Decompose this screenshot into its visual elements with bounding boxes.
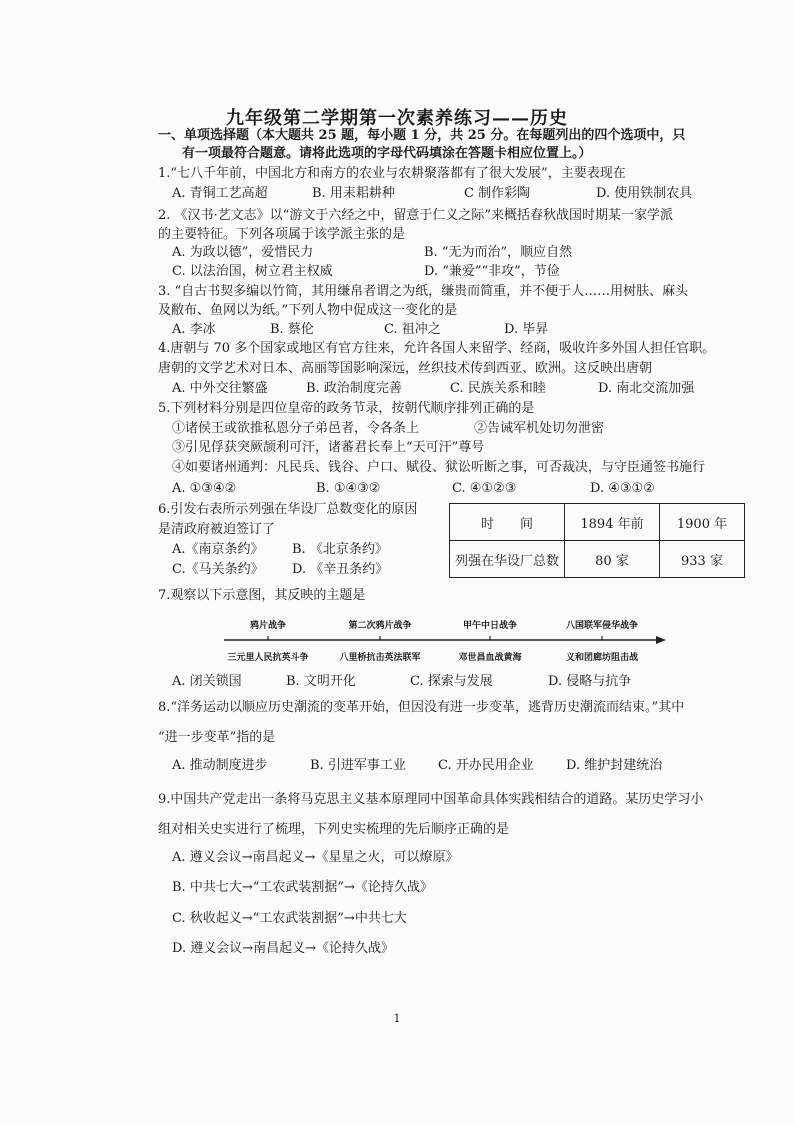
question-3-option-d: D. 毕昇 bbox=[504, 322, 549, 337]
question-6-stem: 6.引发右表所示列强在华设厂总数变化的原因 bbox=[158, 502, 418, 517]
question-4-stem: 4.唐朝与 70 多个国家或地区有官方往来，允许各国人来留学、经商，吸收许多外国人担任官职。 bbox=[158, 341, 716, 356]
question-4-option-b: B. 政治制度完善 bbox=[306, 381, 402, 396]
timeline-event-opium-war: 鸦片战争 bbox=[249, 621, 287, 631]
question-8-option-c: C. 开办民用企业 bbox=[438, 758, 534, 773]
question-2-option-d: D. “兼爱”“非攻”，节俭 bbox=[424, 264, 560, 279]
question-6-option-d: D. 《辛丑条约》 bbox=[292, 562, 389, 577]
timeline-event-sino-japanese-war: 甲午中日战争 bbox=[462, 621, 518, 631]
question-3-option-c: C. 祖冲之 bbox=[384, 322, 441, 337]
table-header-1894: 1894 年前 bbox=[565, 504, 660, 541]
question-8-option-a: A. 推动制度进步 bbox=[172, 758, 268, 773]
question-4-option-c: C. 民族关系和睦 bbox=[450, 381, 546, 396]
page-title: 九年级第二学期第一次素养练习——历史 bbox=[226, 108, 568, 129]
question-5-option-d: D. ④③①② bbox=[590, 481, 655, 496]
question-1-option-c: C 制作彩陶 bbox=[464, 186, 531, 201]
question-9-option-b: B. 中共七大→“工农武装割据”→《论持久战》 bbox=[172, 880, 433, 895]
question-5-option-c: C. ④①②③ bbox=[452, 481, 517, 496]
table-row-label: 列强在华设厂总数 bbox=[450, 541, 565, 578]
question-2-stem: 2. 《汉书·艺文志》以“游文于六经之中，留意于仁义之际”来概括春秋战国时期某一家学派 bbox=[158, 208, 673, 223]
question-8-option-d: D. 维护封建统治 bbox=[566, 758, 663, 773]
factory-count-table bbox=[449, 503, 745, 578]
question-5-stem: 5.下列材料分别是四位皇帝的政务节录，按朝代顺序排列正确的是 bbox=[158, 401, 535, 416]
timeline-event-second-opium-war: 第二次鸦片战争 bbox=[348, 621, 412, 631]
question-5-option-a: A. ①③④② bbox=[172, 481, 237, 496]
question-1-option-d: D. 使用铁制农具 bbox=[596, 186, 693, 201]
question-5-option-b: B. ①④③② bbox=[316, 481, 381, 496]
question-5-material-4: ④如要诸州通判：凡民兵、钱谷、户口、赋役、狱讼听断之事，可否裁决，与守臣通签书施行 bbox=[172, 460, 706, 475]
question-4-option-d: D. 南北交流加强 bbox=[598, 381, 695, 396]
question-2-option-b: B. “无为而治”，顺应自然 bbox=[424, 245, 573, 260]
question-8-stem: 8.“洋务运动以顺应历史潮流的变革开始，但因没有进一步变革，逃背历史潮流而结束。”其中 bbox=[158, 700, 685, 715]
table-cell-1900: 933 家 bbox=[660, 541, 745, 578]
question-3-stem: 3. “自古书契多编以竹简，其用缣帛者谓之为纸，缣贵而简重，并不便于人……用树肤、麻头 bbox=[158, 284, 689, 299]
question-9-stem: 9.中国共产党走出一条将马克思主义基本原理同中国革命具体实践相结合的道路。某历史学习小 bbox=[158, 792, 704, 807]
question-5-material-3: ③引见俘获突厥颉利可汗，诸蕃君长奉上“天可汗”尊号 bbox=[172, 440, 485, 455]
timeline-resistance-baliqiao: 八里桥抗击英法联军 bbox=[339, 653, 421, 663]
question-1-option-a: A. 青铜工艺高超 bbox=[172, 186, 268, 201]
question-2-option-c: C. 以法治国，树立君主权威 bbox=[172, 264, 333, 279]
page-number: 1 bbox=[393, 1012, 401, 1025]
question-9-stem-cont: 组对相关史实进行了梳理，下列史实梳理的先后顺序正确的是 bbox=[158, 822, 510, 837]
table-header-time: 时 间 bbox=[450, 504, 565, 541]
question-3-stem-cont: 及敝布、鱼网以为纸。”下列人物中促成这一变化的是 bbox=[158, 303, 458, 318]
question-1-option-b: B. 用耒耜耕种 bbox=[312, 186, 395, 201]
question-6-stem-cont: 是清政府被迫签订了 bbox=[158, 522, 276, 537]
question-9-option-c: C. 秋收起义→“工农武装割据”→中共七大 bbox=[172, 911, 407, 926]
war-resistance-timeline bbox=[200, 606, 670, 666]
section-header: 一、单项选择题（本大题共 25 题，每小题 1 分，共 25 分。在每题列出的四个选项中，只 bbox=[158, 128, 686, 143]
question-8-option-b: B. 引进军事工业 bbox=[310, 758, 406, 773]
timeline-resistance-yellow-sea: 邓世昌血战黄海 bbox=[458, 653, 522, 663]
table-cell-1894: 80 家 bbox=[565, 541, 660, 578]
question-7-option-c: C. 探索与发展 bbox=[410, 674, 493, 689]
question-6-option-a: A.《南京条约》 bbox=[172, 542, 264, 557]
question-2-stem-cont: 的主要特征。下列各项属于该学派主张的是 bbox=[158, 227, 406, 242]
question-5-material-2: ②告诫军机处切勿泄密 bbox=[474, 421, 605, 436]
section-header-cont: 有一项最符合题意。请将此选项的字母代码填涂在答题卡相应位置上。） bbox=[182, 146, 592, 161]
question-7-option-d: D. 侵略与抗争 bbox=[548, 674, 632, 689]
question-8-stem-cont: “进一步变革”指的是 bbox=[158, 730, 276, 745]
question-3-option-b: B. 蔡伦 bbox=[270, 322, 314, 337]
question-7-stem: 7.观察以下示意图，其反映的主题是 bbox=[158, 588, 366, 603]
question-9-option-d: D. 遵义会议→南昌起义→《论持久战》 bbox=[172, 941, 395, 956]
question-7-option-b: B. 文明开化 bbox=[286, 674, 356, 689]
question-6-option-c: C.《马关条约》 bbox=[172, 562, 264, 577]
timeline-resistance-langfang: 义和团廊坊阻击战 bbox=[565, 653, 639, 663]
question-6-option-b: B. 《北京条约》 bbox=[292, 542, 388, 557]
question-4-option-a: A. 中外交往繁盛 bbox=[172, 381, 268, 396]
question-1-stem: 1.“七八千年前，中国北方和南方的农业与农耕聚落都有了很大发展”，主要表现在 bbox=[158, 166, 626, 181]
question-7-option-a: A. 闭关锁国 bbox=[172, 674, 242, 689]
table-header-1900: 1900 年 bbox=[660, 504, 745, 541]
question-4-stem-cont: 唐朝的文学艺术对日本、高丽等国影响深远，丝织技术传到西亚、欧洲。这反映出唐朝 bbox=[158, 361, 653, 376]
question-3-option-a: A. 李冰 bbox=[172, 322, 216, 337]
question-9-option-a: A. 遵义会议→南昌起义→《星星之火，可以燎原》 bbox=[172, 850, 459, 865]
timeline-resistance-sanyuanli: 三元里人民抗英斗争 bbox=[227, 653, 309, 663]
question-2-option-a: A. 为政以德”，爱惜民力 bbox=[172, 245, 314, 260]
question-5-material-1: ①诸侯王或欲推私恩分子弟邑者，令各条上 bbox=[172, 421, 420, 436]
timeline-event-eight-nation-war: 八国联军侵华战争 bbox=[565, 621, 639, 631]
